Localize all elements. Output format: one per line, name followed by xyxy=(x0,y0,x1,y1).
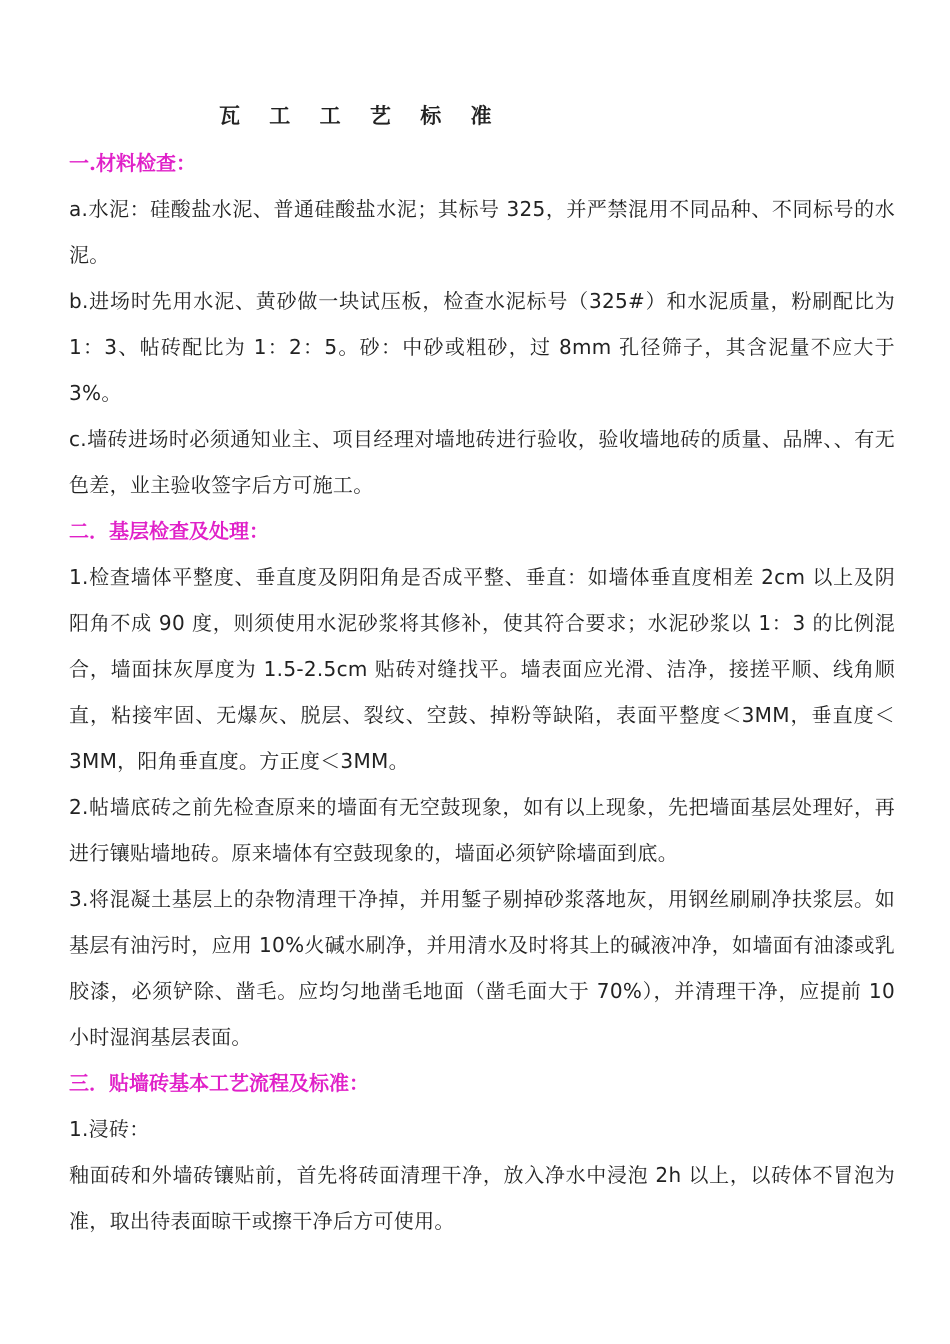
paragraph-cement: a.水泥：硅酸盐水泥、普通硅酸盐水泥；其标号 325，并严禁混用不同品种、不同标号的水泥。 xyxy=(69,197,895,267)
section-heading: 一.材料检查： xyxy=(69,151,196,175)
paragraph-tile-acceptance: c.墙砖进场时必须通知业主、项目经理对墙地砖进行验收，验收墙地砖的质量、品牌、、有无色差，业主验收签字后方可施工。 xyxy=(69,427,895,497)
paragraph-test-board: b.进场时先用水泥、黄砂做一块试压板，检查水泥标号（325#）和水泥质量，粉刷配比为 1：3、帖砖配比为 1：2：5。砂：中砂或粗砂，过 8mm 孔径筛子，其含泥量不应大于 3%。 xyxy=(69,289,895,405)
section-material-inspection xyxy=(69,140,895,508)
section-tiling-process xyxy=(69,1060,895,1244)
document-page xyxy=(69,92,895,1244)
section-base-inspection xyxy=(69,508,895,1060)
paragraph-base-cleaning: 3.将混凝土基层上的杂物清理干净掉，并用錾子剔掉砂浆落地灰，用钢丝刷刷净扶浆层。如基层有油污时，应用 10%火碱水刷净，并用清水及时将其上的碱液冲净，如墙面有油漆或乳胶漆，必须铲除、凿毛。应均匀地凿毛地面（凿毛面大于 70%），并清理干净，应提前 10 小时湿润基层表面。 xyxy=(69,887,895,1049)
section-heading: 二．基层检查及处理： xyxy=(69,519,269,543)
paragraph-hollowing-check: 2.帖墙底砖之前先检查原来的墙面有无空鼓现象，如有以上现象，先把墙面基层处理好，再进行镶贴墙地砖。原来墙体有空鼓现象的，墙面必须铲除墙面到底。 xyxy=(69,795,895,865)
paragraph-soak-detail: 釉面砖和外墙砖镶贴前，首先将砖面清理干净，放入净水中浸泡 2h 以上，以砖体不冒泡为准，取出待表面晾干或擦干净后方可使用。 xyxy=(69,1163,895,1233)
document-title: 瓦 工 工 艺 标 准 xyxy=(219,103,503,128)
section-heading: 三．贴墙砖基本工艺流程及标准： xyxy=(69,1071,369,1095)
paragraph-soak-heading: 1.浸砖： xyxy=(69,1117,150,1141)
paragraph-wall-flatness: 1.检查墙体平整度、垂直度及阴阳角是否成平整、垂直：如墙体垂直度相差 2cm 以上及阴阳角不成 90 度，则须使用水泥砂浆将其修补，使其符合要求；水泥砂浆以 1：3 的比例混合，墙面抹灰厚度为 1.5-2.5cm 贴砖对缝找平。墙表面应光滑、洁净，接搓平顺、线角顺直，粘接牢固、无爆灰、脱层、裂纹、空鼓、掉粉等缺陷，表面平整度＜3MM，垂直度＜3MM，阳角垂直度。方正度＜3MM。 xyxy=(69,565,895,773)
